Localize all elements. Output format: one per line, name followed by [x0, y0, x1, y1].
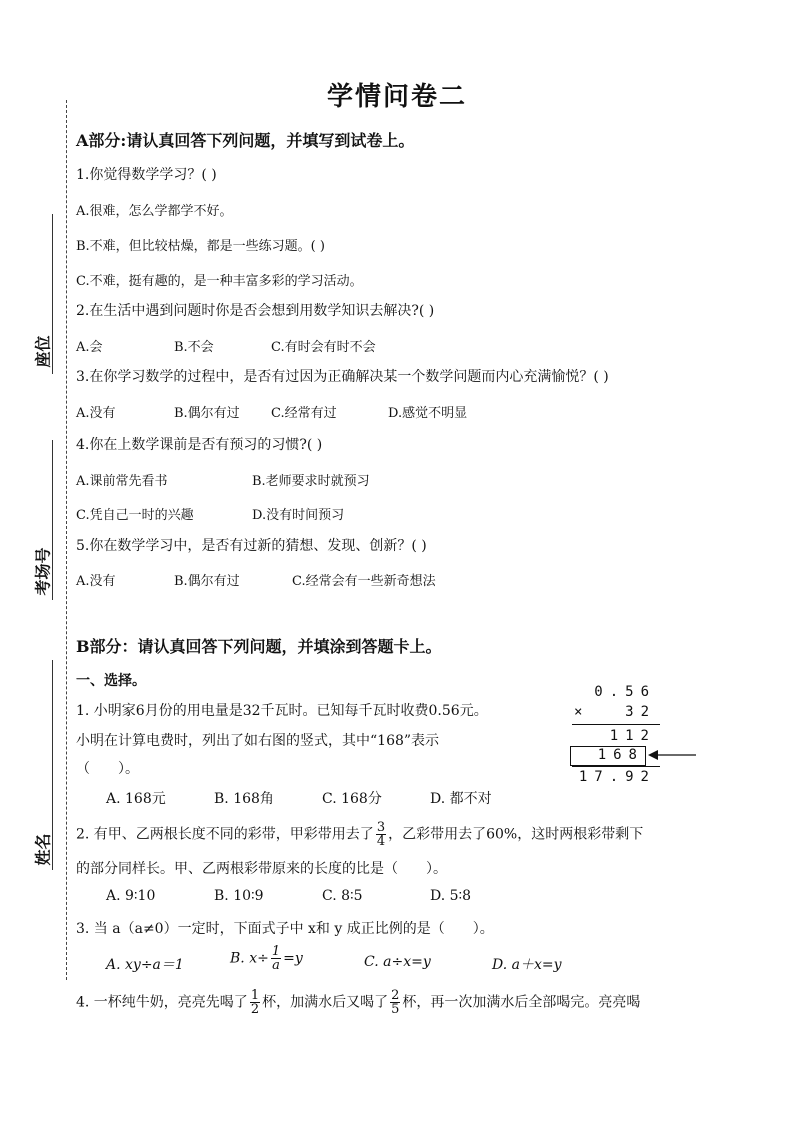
option-b2-b: B. 10∶9 [214, 888, 264, 904]
fraction-numerator: 2 [391, 988, 400, 1003]
fraction-one-over-a [271, 945, 281, 972]
option-b2-c: C. 8∶5 [322, 888, 363, 904]
question-b2-line2: 的部分同样长。甲、乙两根彩带原来的长度的比是（ ）。 [76, 861, 447, 877]
option-a5-a: A.没有 [76, 574, 116, 589]
name-label: 姓名 [33, 833, 53, 866]
option-a4-a: A.课前常先看书 [76, 474, 168, 489]
calc-partial-1: 112 [609, 728, 656, 744]
question-b2-line1 [76, 821, 643, 848]
question-b4 [76, 989, 640, 1016]
option-a1-a: A.很难，怎么学都学不好。 [76, 204, 233, 219]
binding-dashed-line [66, 100, 67, 980]
option-b1-c: C. 168分 [322, 791, 382, 807]
part-b-heading: B部分：请认真回答下列问题，并填涂到答题卡上。 [76, 637, 442, 656]
fraction-denominator: 5 [391, 1002, 400, 1017]
question-b2-post: ，乙彩带用去了60%，这时两根彩带剩下 [388, 826, 644, 843]
fraction-numerator: 1 [250, 988, 260, 1003]
question-b1-line2: 小明在计算电费时，列出了如右图的竖式，其中“168”表示 [76, 733, 440, 749]
option-b3-b-post: =y [283, 950, 303, 967]
question-b4-post: 杯，再一次加满水后全部喝完。亮亮喝 [402, 994, 641, 1011]
option-a1-b: B.不难，但比较枯燥，都是一些练习题。( ) [76, 239, 325, 254]
arrow-left-icon [648, 748, 698, 762]
fraction-denominator: a [272, 958, 280, 973]
question-a1: 1.你觉得数学学习？( ) [76, 167, 217, 183]
calc-times-sign: × [574, 704, 590, 720]
fraction-denominator: 2 [250, 1002, 260, 1017]
calc-partial-2: 168 [597, 747, 644, 763]
question-a2: 2.在生活中遇到问题时你是否会想到用数学知识去解决?( ) [76, 303, 435, 319]
vertical-multiplication [568, 682, 678, 790]
fraction-numerator: 1 [271, 944, 281, 959]
option-b3-c: C. a÷x=y [364, 954, 431, 970]
question-b2-pre: 2. 有甲、乙两根长度不同的彩带，甲彩带用去了 [76, 826, 374, 843]
seat-label: 座位 [33, 335, 53, 368]
question-a5: 5.你在数学学习中，是否有过新的猜想、发现、创新？( ) [76, 538, 427, 554]
option-a3-d: D.感觉不明显 [388, 406, 468, 421]
question-b1-line1: 1. 小明家6月份的用电量是32千瓦时。已知每千瓦时收费0.56元。 [76, 703, 488, 719]
option-a3-a: A.没有 [76, 406, 116, 421]
option-a5-c: C.经常会有一些新奇想法 [292, 574, 436, 589]
question-b3: 3. 当 a（a≠0）一定时，下面式子中 x和 y 成正比例的是（ ）。 [76, 921, 494, 937]
option-a4-c: C.凭自己一时的兴趣 [76, 508, 194, 523]
option-a4-d: D.没有时间预习 [252, 508, 345, 523]
option-b3-b [230, 945, 303, 972]
option-b1-d: D. 都不对 [430, 791, 492, 807]
question-b4-mid: 杯，加满水后又喝了 [262, 994, 389, 1011]
fraction-denominator: 4 [376, 834, 386, 849]
calc-rule-2 [572, 766, 660, 767]
option-a3-c: C.经常有过 [271, 406, 337, 421]
question-b4-pre: 4. 一杯纯牛奶，亮亮先喝了 [76, 994, 248, 1011]
exam-room-label: 考场号 [33, 547, 53, 596]
fraction-one-half [250, 989, 260, 1016]
question-a3: 3.在你学习数学的过程中，是否有过因为正确解决某一个数学问题而内心充满愉悦？( ) [76, 369, 609, 385]
option-b2-a: A. 9∶10 [106, 888, 156, 904]
option-a2-a: A.会 [76, 340, 103, 355]
fraction-two-fifths [390, 989, 400, 1016]
option-b3-b-pre: B. x÷ [230, 950, 269, 967]
option-a1-c: C.不难，挺有趣的，是一种丰富多彩的学习活动。 [76, 274, 363, 289]
question-b1-line3: （ ）。 [76, 761, 139, 777]
option-a2-c: C.有时会有时不会 [271, 340, 376, 355]
option-a5-b: B.偶尔有过 [174, 574, 240, 589]
fraction-numerator: 3 [376, 820, 386, 835]
page-title: 学情问卷二 [326, 82, 467, 112]
fraction-three-quarters [376, 821, 386, 848]
option-b3-d: D. a＋x=y [492, 957, 562, 973]
calc-product: 17.92 [578, 769, 656, 785]
section-choice: 一、选择。 [76, 673, 146, 689]
option-b1-a: A. 168元 [106, 791, 166, 807]
option-a4-b: B.老师要求时就预习 [252, 474, 370, 489]
calc-multiplier: 32 [625, 704, 656, 720]
calc-rule-1 [572, 724, 660, 725]
part-a-heading: A部分:请认真回答下列问题，并填写到试卷上。 [76, 131, 415, 150]
question-a4: 4.你在上数学课前是否有预习的习惯?( ) [76, 437, 323, 453]
option-b2-d: D. 5∶8 [430, 888, 472, 904]
option-a2-b: B.不会 [174, 340, 214, 355]
calc-multiplicand: 0.56 [594, 684, 656, 700]
option-a3-b: B.偶尔有过 [174, 406, 240, 421]
option-b1-b: B. 168角 [214, 791, 274, 807]
option-b3-a: A. xy÷a＝1 [106, 957, 184, 973]
